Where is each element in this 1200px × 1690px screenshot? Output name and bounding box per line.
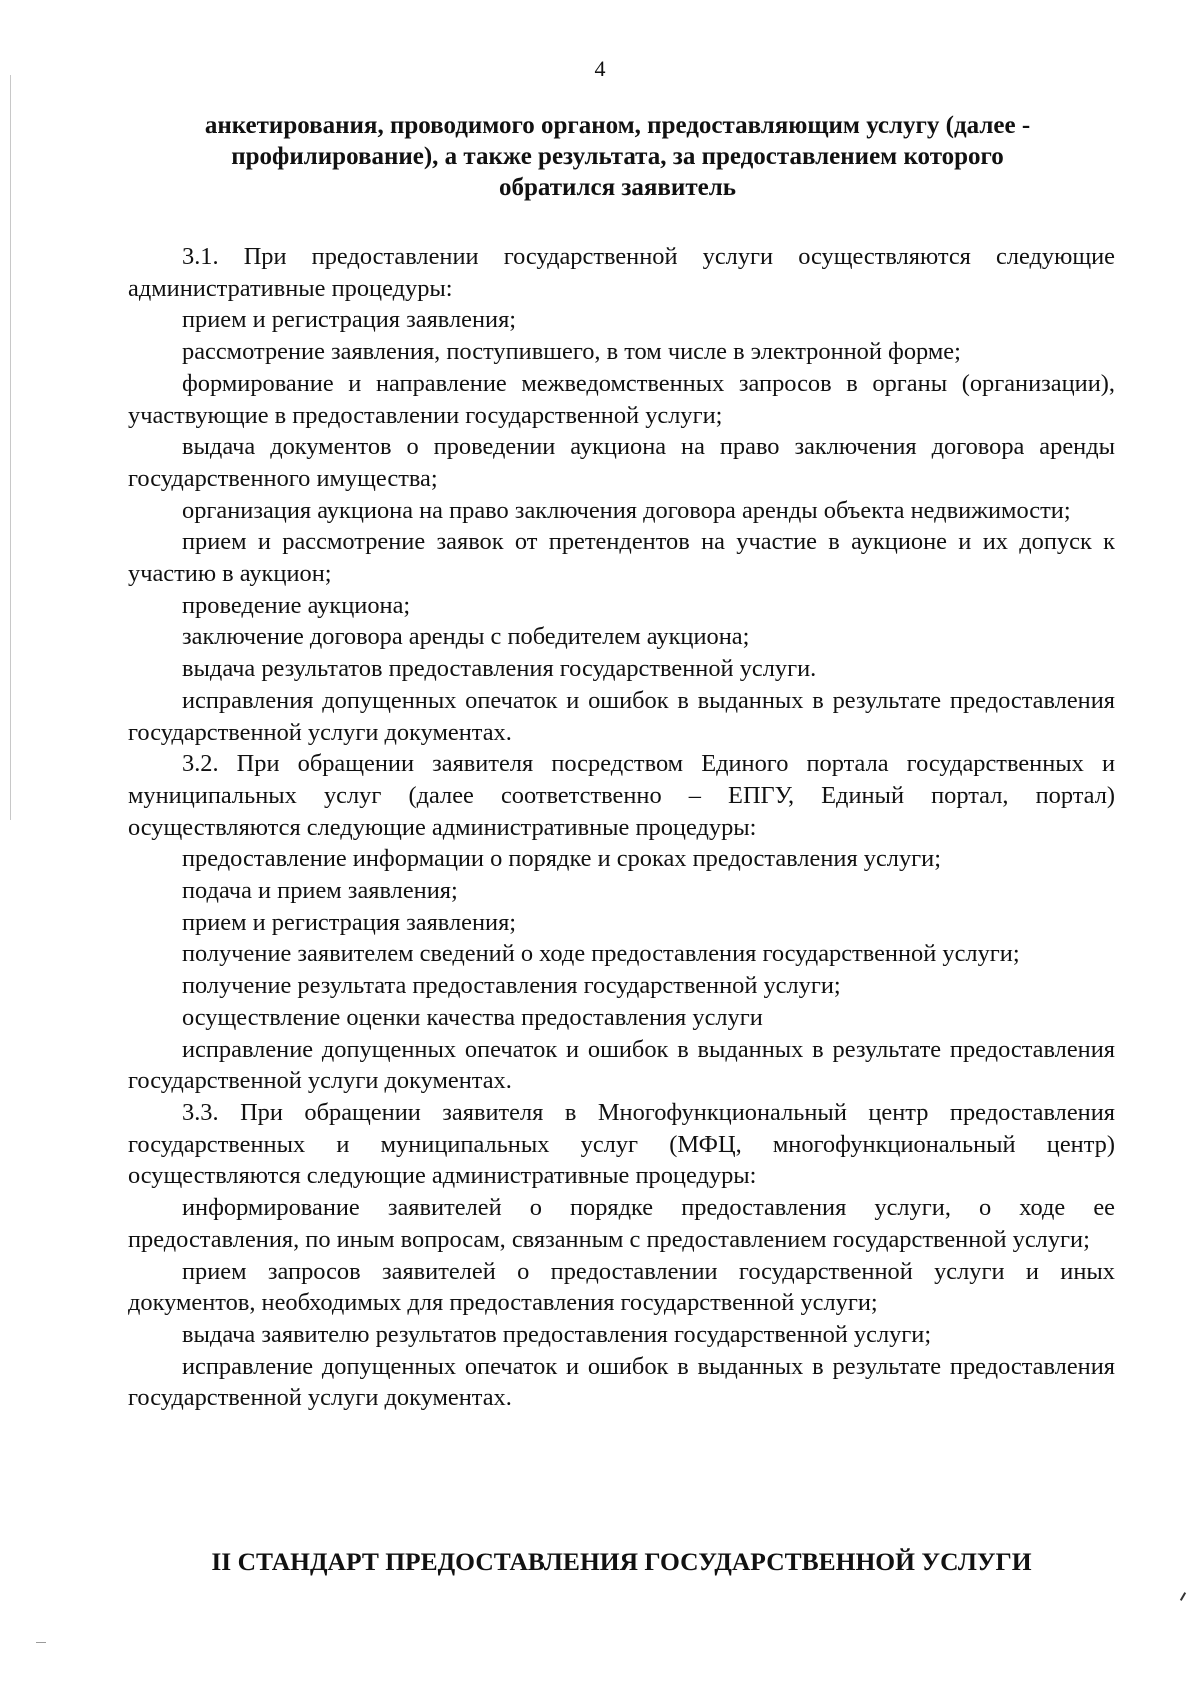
heading-line: профилирование), а также результата, за предоставлением которого [231, 143, 1004, 170]
page-number: 4 [594, 56, 606, 81]
paragraph: выдача документов о проведении аукциона на право заключения договора аренды государственного имущества; [128, 433, 1115, 492]
paragraph: предоставление информации о порядке и сроках предоставления услуги; [182, 845, 941, 873]
paragraph: исправление допущенных опечаток и ошибок в выданных в результате предоставления государственной услуги документах. [128, 1035, 1115, 1095]
paragraph: рассмотрение заявления, поступившего, в том числе в электронной форме; [182, 338, 961, 366]
paragraph: 3.2. При обращении заявителя посредством Единого портала государственных и муниципальных услуг (далее соответственно – ЕПГУ, Единый портал, портал) осуществляются следующие административные процедуры: [128, 750, 1115, 841]
paragraph: прием запросов заявителей о предоставлении государственной услуги и иных документов, необходимых для предоставления государственной услуги; [128, 1257, 1115, 1317]
paragraph: получение заявителем сведений о ходе предоставления государственной услуги; [182, 940, 1020, 968]
paragraph: заключение договора аренды с победителем аукциона; [182, 623, 750, 651]
paragraph: 3.3. При обращении заявителя в Многофункциональный центр предоставления государственных и муниципальных услуг (МФЦ, многофункциональный центр) осуществляются следующие административные процедуры: [128, 1098, 1115, 1190]
paragraph: исправление допущенных опечаток и ошибок в выданных в результате предоставления государственной услуги документах. [128, 1352, 1115, 1412]
paragraph: получение результата предоставления государственной услуги; [182, 972, 841, 1000]
paragraph: информирование заявителей о порядке предоставления услуги, о ходе ее предоставления, по иным вопросам, связанным с предоставлением государственной услуги; [128, 1194, 1115, 1253]
scan-mark [1180, 1592, 1186, 1601]
paragraph: прием и регистрация заявления; [182, 908, 517, 936]
paragraph: 3.1. При предоставлении государственной услуги осуществляются следующие административные процедуры: [128, 243, 1115, 302]
section-heading [120, 110, 1115, 203]
paragraph: формирование и направление межведомственных запросов в органы (организации), участвующие в предоставлении государственной услуги; [128, 369, 1115, 429]
paragraph: осуществление оценки качества предоставления услуги [182, 1003, 763, 1031]
paragraph: прием и рассмотрение заявок от претендентов на участие в аукционе и их допуск к участию в аукцион; [128, 528, 1115, 588]
heading-line: анкетирования, проводимого органом, предоставляющим услугу (далее - [204, 112, 1031, 139]
paragraph: проведение аукциона; [182, 591, 411, 619]
paragraph: исправления допущенных опечаток и ошибок в выданных в результате предоставления государственной услуги документах. [128, 686, 1115, 746]
paragraph: подача и прием заявления; [182, 877, 458, 905]
paragraph: выдача результатов предоставления государственной услуги. [182, 655, 817, 683]
body-text [128, 241, 1115, 1414]
scan-margin-line [10, 75, 11, 820]
scan-mark [36, 1642, 46, 1643]
paragraph: выдача заявителю результатов предоставления государственной услуги; [182, 1320, 932, 1348]
paragraph: организация аукциона на право заключения договора аренды объекта недвижимости; [182, 496, 1071, 524]
heading-line: обратился заявитель [499, 174, 736, 201]
paragraph: прием и регистрация заявления; [182, 306, 517, 334]
chapter-title: II СТАНДАРТ ПРЕДОСТАВЛЕНИЯ ГОСУДАРСТВЕННОЙ УСЛУГИ [211, 1547, 1032, 1576]
